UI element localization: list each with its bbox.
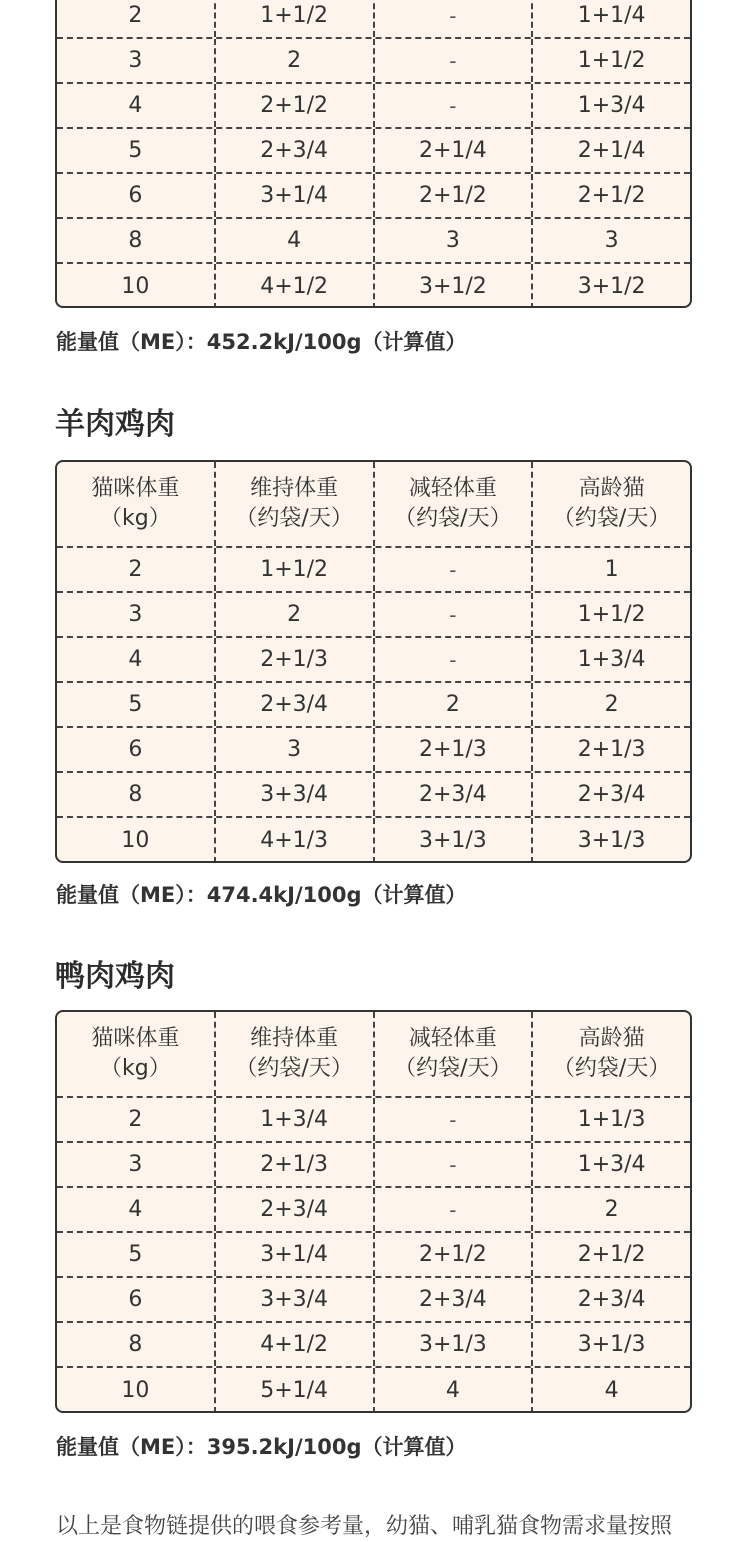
table-cell: 8 [57,773,216,816]
table-row [57,219,690,264]
table-cell: 1+3/4 [577,1151,646,1177]
table-row [57,84,690,129]
header-text: 高龄猫 [578,476,645,501]
table-cell: - [375,1098,534,1141]
table-cell: 1+1/2 [216,548,375,591]
table-cell: 3+3/4 [216,773,375,816]
header-text: （kg） [100,506,171,531]
table-row [57,0,690,39]
feeding-table-2 [55,460,692,863]
header-text: （约袋/天） [235,1056,353,1081]
table-cell: 2+1/2 [577,1241,646,1267]
table-row [57,683,690,728]
table-cell: 4 [375,1368,534,1413]
energy-value-3: 能量值（ME）：395.2kJ/100g（计算值） [56,1435,467,1459]
table-row [57,39,690,84]
table-row [57,1143,690,1188]
table-cell: 2+1/2 [375,1233,534,1276]
table-cell: - [375,638,534,681]
table-cell: 3 [216,728,375,771]
table-cell: 3+1/4 [216,174,375,217]
table-cell: 3 [604,227,619,253]
table-cell: 2+1/3 [216,1143,375,1186]
table-cell: 4+1/2 [216,264,375,308]
table-cell: 8 [57,1323,216,1366]
table-row [57,1098,690,1143]
table-cell: 2+1/3 [375,728,534,771]
feeding-table-3 [55,1010,692,1413]
table-cell: 1+3/4 [577,646,646,672]
table-cell: 4 [57,84,216,127]
header-text: （kg） [100,1056,171,1081]
table-cell: 3+1/3 [375,818,534,863]
table-cell: 6 [57,174,216,217]
header-cell [375,462,534,546]
section-title-2: 羊肉鸡肉 [55,407,175,442]
header-cell [216,1012,375,1096]
table-cell: - [375,593,534,636]
table-cell: - [375,1188,534,1231]
table-cell: 4+1/3 [216,818,375,863]
table-cell: 2+3/4 [216,1188,375,1231]
table-header-row [57,1012,690,1098]
table-cell: 4+1/2 [216,1323,375,1366]
table-cell: 1+1/2 [216,0,375,37]
header-text: （约袋/天） [552,1056,671,1081]
table-cell: 3+1/3 [375,1323,534,1366]
table-cell: 4 [57,1188,216,1231]
header-text: （约袋/天） [552,506,671,531]
table-cell: 2 [57,1098,216,1141]
header-text: 猫咪体重 [91,476,180,501]
table-row [57,264,690,308]
table-row [57,728,690,773]
table-cell: 5+1/4 [216,1368,375,1413]
table-cell: 2+1/4 [375,129,534,172]
table-cell: 10 [57,264,216,308]
table-cell: 1+1/4 [577,2,646,28]
table-cell: 2+3/4 [375,773,534,816]
table-cell: 2 [604,691,619,717]
table-cell: 10 [57,818,216,863]
table-cell: 2 [57,548,216,591]
header-cell [57,1012,216,1096]
section-title-3: 鸭肉鸡肉 [55,959,175,994]
table-cell: 1+1/3 [577,1106,646,1132]
table-row [57,1278,690,1323]
table-row [57,1368,690,1413]
table-cell: 2 [604,1196,619,1222]
table-cell: 2+3/4 [216,129,375,172]
table-cell: 2+1/4 [577,137,646,163]
table-row [57,129,690,174]
table-cell: - [375,84,534,127]
table-cell: 1+3/4 [577,92,646,118]
table-cell: 3 [57,1143,216,1186]
table-cell: 2 [216,593,375,636]
header-cell [57,462,216,546]
header-text: （约袋/天） [394,506,512,531]
table-cell: 1+1/2 [577,47,646,73]
table-cell: 2+3/4 [216,683,375,726]
table-row [57,1233,690,1278]
table-cell: 5 [57,683,216,726]
table-cell: 3+3/4 [216,1278,375,1321]
table-cell: 2+1/2 [375,174,534,217]
table-cell: 5 [57,129,216,172]
footer-note: 以上是食物链提供的喂食参考量，幼猫、哺乳猫食物需求量按照 [56,1514,673,1539]
table-cell: 2+3/4 [577,781,646,807]
table-cell: 4 [57,638,216,681]
header-text: 维持体重 [250,1026,339,1051]
header-text: （约袋/天） [235,506,353,531]
header-cell [533,462,690,546]
table-cell: - [375,548,534,591]
table-cell: 2 [216,39,375,82]
table-cell: 3+1/2 [375,264,534,308]
header-text: 维持体重 [250,476,339,501]
table-cell: 4 [604,1377,619,1403]
energy-value-2: 能量值（ME）：474.4kJ/100g（计算值） [56,883,467,907]
table-cell: 6 [57,1278,216,1321]
table-cell: 2+3/4 [577,1286,646,1312]
table-row [57,593,690,638]
table-cell: 3+1/3 [577,1331,646,1357]
table-row [57,174,690,219]
header-text: （约袋/天） [394,1056,512,1081]
table-cell: 2+3/4 [375,1278,534,1321]
table-cell: - [375,39,534,82]
table-row [57,818,690,863]
table-cell: 8 [57,219,216,262]
header-cell [375,1012,534,1096]
table-cell: 2+1/3 [216,638,375,681]
table-cell: 4 [216,219,375,262]
energy-value-1: 能量值（ME）：452.2kJ/100g（计算值） [56,330,467,354]
table-row [57,548,690,593]
table-cell: 2+1/3 [577,736,646,762]
table-cell: 5 [57,1233,216,1276]
table-cell: 3+1/2 [577,273,646,299]
table-cell: 3 [375,219,534,262]
table-cell: 1 [604,556,619,582]
table-row [57,638,690,683]
header-text: 猫咪体重 [91,1026,180,1051]
table-row [57,773,690,818]
table-cell: 3+1/3 [577,827,646,853]
table-cell: 2+1/2 [577,182,646,208]
table-cell: 2+1/2 [216,84,375,127]
table-header-row [57,462,690,548]
header-cell [533,1012,690,1096]
table-row [57,1323,690,1368]
feeding-table-1 [55,0,692,308]
header-text: 减轻体重 [408,476,497,501]
table-cell: 3 [57,593,216,636]
header-cell [216,462,375,546]
table-cell: 3+1/4 [216,1233,375,1276]
table-row [57,1188,690,1233]
table-cell: 10 [57,1368,216,1413]
table-cell: 6 [57,728,216,771]
table-cell: - [375,1143,534,1186]
table-cell: 1+1/2 [577,601,646,627]
header-text: 减轻体重 [408,1026,497,1051]
header-text: 高龄猫 [578,1026,645,1051]
table-cell: 1+3/4 [216,1098,375,1141]
table-cell: - [375,0,534,37]
table-cell: 3 [57,39,216,82]
table-cell: 2 [375,683,534,726]
table-cell: 2 [57,0,216,37]
